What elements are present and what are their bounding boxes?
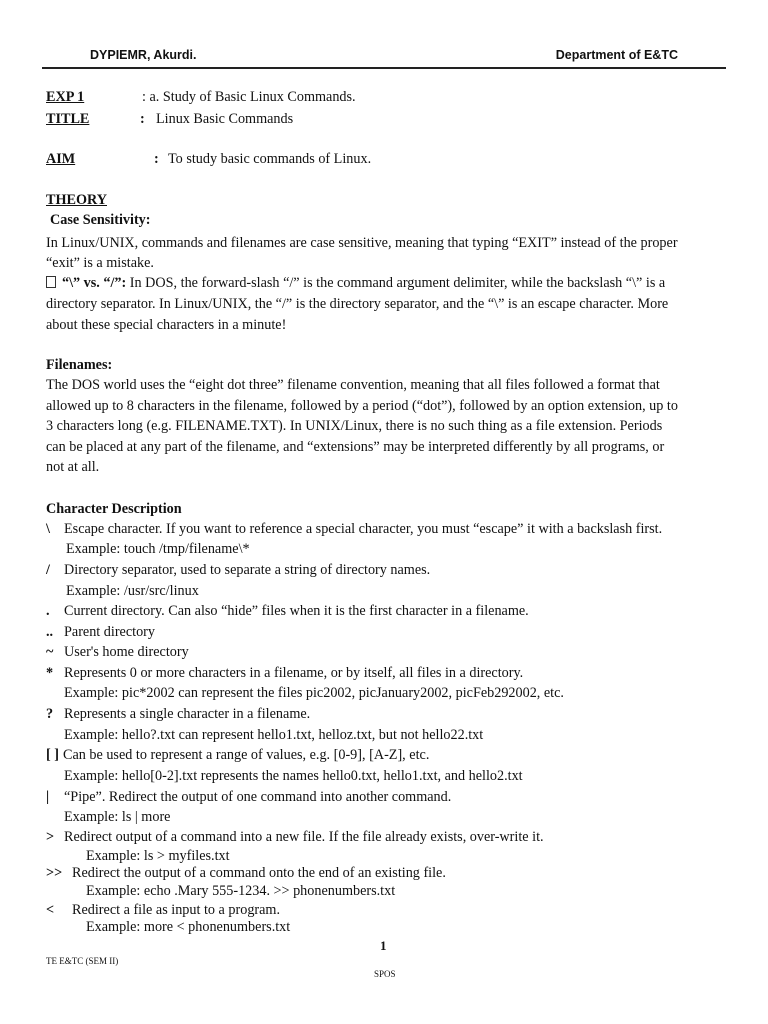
footer-class: TE E&TC (SEM II)	[46, 956, 119, 966]
char-example: Example: pic*2002 can represent the files pic2002, picJanuary2002, picFeb292002, etc.	[64, 685, 564, 701]
header-department: Department of E&TC	[555, 48, 678, 62]
char-row-slash	[46, 561, 430, 579]
char-symbol: /	[46, 562, 50, 578]
char-example: Example: ls | more	[64, 809, 171, 825]
char-description: Directory separator, used to separate a string of directory names.	[64, 562, 431, 578]
char-description: Can be used to represent a range of values, e.g. [0-9], [A-Z], etc.	[63, 747, 430, 763]
char-row-dot	[46, 602, 529, 620]
char-row-append	[46, 864, 446, 882]
case-sensitivity-heading: Case Sensitivity:	[50, 212, 151, 228]
title-colon: :	[140, 111, 145, 127]
aim-label: AIM	[46, 151, 76, 167]
char-symbol: |	[46, 789, 50, 805]
title-label: TITLE	[46, 111, 90, 127]
slash-bold-label: “\” vs. “/”:	[62, 275, 127, 291]
header-rule	[42, 67, 726, 69]
char-example: Example: hello?.txt can represent hello1.txt, helloz.txt, but not hello22.txt	[64, 727, 484, 743]
char-description: Escape character. If you want to reference a special character, you must “escape” it with a backslash first.	[64, 521, 663, 537]
char-description: Represents 0 or more characters in a filename, or by itself, all files in a directory.	[64, 665, 524, 681]
title-value: Linux Basic Commands	[156, 111, 294, 127]
char-example: Example: /usr/src/linux	[66, 583, 199, 599]
char-example: Example: ls > myfiles.txt	[86, 848, 230, 864]
filenames-paragraph-line: allowed up to 8 characters in the filename, followed by a period (“dot”), followed by an option extension, up to	[46, 398, 678, 414]
char-row-question	[46, 705, 310, 723]
char-description: User's home directory	[64, 644, 189, 660]
char-example: Example: echo .Mary 555-1234. >> phonenumbers.txt	[86, 883, 396, 899]
bullet-box-icon	[46, 276, 56, 288]
char-description: Parent directory	[64, 624, 155, 640]
filenames-paragraph-line: The DOS world uses the “eight dot three” filename convention, meaning that all files followed a format that	[46, 377, 660, 393]
char-example: Example: more < phonenumbers.txt	[86, 919, 291, 935]
char-row-brackets	[46, 746, 429, 764]
slash-paragraph-line: directory separator. In Linux/UNIX, the “/” is the directory separator, and the “\” is an escape character. More	[46, 296, 669, 312]
char-example: Example: hello[0-2].txt represents the names hello0.txt, hello1.txt, and hello2.txt	[64, 768, 523, 784]
exp-line	[46, 88, 356, 106]
title-line	[46, 110, 293, 128]
char-symbol: .	[46, 603, 50, 619]
footer-subject: SPOS	[374, 969, 396, 979]
char-description: Redirect a file as input to a program.	[72, 902, 281, 918]
char-description: Represents a single character in a filename.	[64, 706, 311, 722]
exp-value: : a. Study of Basic Linux Commands.	[142, 89, 356, 105]
page-number: 1	[380, 938, 387, 953]
char-row-pipe	[46, 788, 451, 806]
case-paragraph-line: In Linux/UNIX, commands and filenames are case sensitive, meaning that typing “EXIT” instead of the proper	[46, 235, 678, 251]
char-row-backslash	[46, 520, 662, 538]
char-symbol: ~	[46, 644, 54, 660]
header-institute: DYPIEMR, Akurdi.	[90, 48, 197, 62]
char-row-asterisk	[46, 664, 523, 682]
slash-paragraph-line: about these special characters in a minute!	[46, 317, 287, 333]
filenames-paragraph-line: not at all.	[46, 459, 100, 475]
filenames-paragraph-line: can be placed at any part of the filename, and “extensions” may be interpreted differently by all programs, or	[46, 439, 665, 455]
char-symbol: [ ]	[46, 747, 59, 763]
char-symbol: ?	[46, 706, 54, 722]
char-row-redirect-in	[46, 901, 280, 919]
char-description: “Pipe”. Redirect the output of one command into another command.	[64, 789, 452, 805]
char-description: Current directory. Can also “hide” files when it is the first character in a filename.	[64, 603, 529, 619]
filenames-paragraph-line: 3 characters long (e.g. FILENAME.TXT). In UNIX/Linux, there is no such thing as a file extension. Periods	[46, 418, 663, 434]
theory-heading: THEORY	[46, 192, 107, 208]
character-description-heading: Character Description	[46, 501, 182, 517]
aim-colon: :	[154, 151, 159, 167]
char-description: Redirect output of a command into a new file. If the file already exists, over-write it.	[64, 829, 544, 845]
case-paragraph-line: “exit” is a mistake.	[46, 255, 154, 271]
char-row-dotdot	[46, 623, 155, 641]
exp-label: EXP 1	[46, 89, 85, 105]
char-symbol: ..	[46, 624, 54, 640]
char-description: Redirect the output of a command onto the end of an existing file.	[72, 865, 446, 881]
slash-paragraph-line	[46, 274, 665, 292]
slash-text: In DOS, the forward-slash “/” is the command argument delimiter, while the backslash “\” is a	[126, 275, 666, 291]
char-symbol: <	[46, 902, 55, 918]
aim-line	[46, 150, 371, 168]
filenames-heading: Filenames:	[46, 357, 113, 373]
char-symbol: >>	[46, 865, 63, 881]
char-symbol: *	[46, 665, 54, 681]
char-symbol: \	[46, 521, 50, 537]
aim-value: To study basic commands of Linux.	[168, 151, 372, 167]
char-example: Example: touch /tmp/filename\*	[66, 541, 250, 557]
char-row-tilde	[46, 643, 189, 661]
char-symbol: >	[46, 829, 55, 845]
char-row-redirect-out	[46, 828, 544, 846]
